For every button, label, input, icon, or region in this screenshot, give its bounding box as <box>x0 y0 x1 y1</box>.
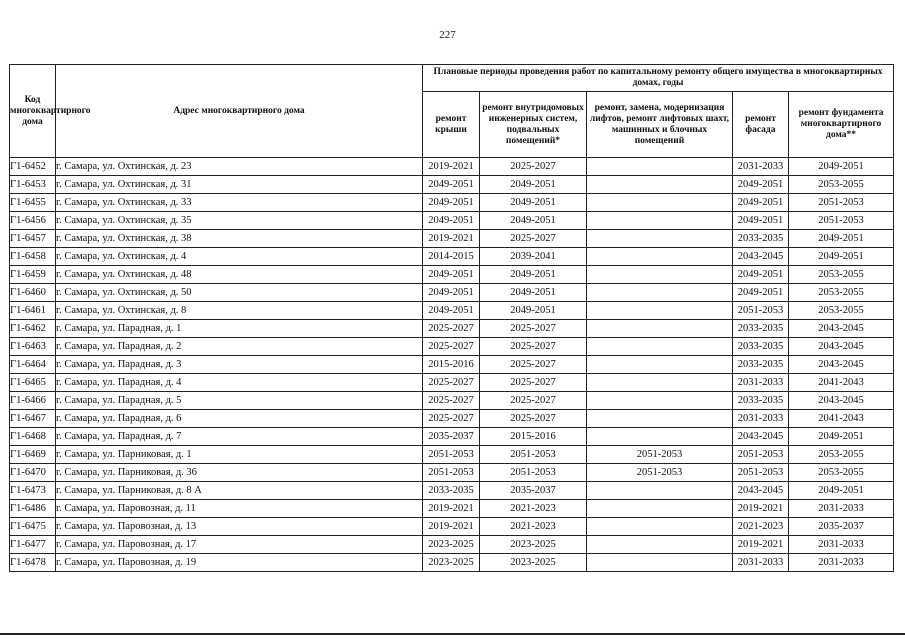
cell-foundation: 2041-2043 <box>789 410 894 428</box>
cell-code: Г1-6455 <box>10 194 56 212</box>
cell-code: Г1-6486 <box>10 500 56 518</box>
cell-elevators <box>587 194 733 212</box>
header-address: Адрес многоквартирного дома <box>56 65 423 158</box>
cell-address: г. Самара, ул. Парадная, д. 7 <box>56 428 423 446</box>
table-row <box>10 482 894 500</box>
header-foundation: ремонт фундамента многоквартирного дома** <box>789 92 894 158</box>
cell-foundation: 2053-2055 <box>789 302 894 320</box>
cell-systems: 2023-2025 <box>480 554 587 572</box>
cell-elevators <box>587 392 733 410</box>
cell-facade: 2021-2023 <box>733 518 789 536</box>
cell-address: г. Самара, ул. Паровозная, д. 13 <box>56 518 423 536</box>
cell-code: Г1-6453 <box>10 176 56 194</box>
cell-elevators <box>587 428 733 446</box>
cell-systems: 2025-2027 <box>480 374 587 392</box>
cell-facade: 2043-2045 <box>733 482 789 500</box>
cell-foundation: 2031-2033 <box>789 536 894 554</box>
cell-elevators: 2051-2053 <box>587 446 733 464</box>
cell-facade: 2033-2035 <box>733 356 789 374</box>
cell-elevators <box>587 284 733 302</box>
cell-address: г. Самара, ул. Паровозная, д. 19 <box>56 554 423 572</box>
cell-elevators <box>587 248 733 266</box>
cell-code: Г1-6461 <box>10 302 56 320</box>
cell-roof: 2019-2021 <box>423 158 480 176</box>
cell-facade: 2051-2053 <box>733 446 789 464</box>
cell-code: Г1-6457 <box>10 230 56 248</box>
cell-code: Г1-6467 <box>10 410 56 428</box>
cell-roof: 2023-2025 <box>423 554 480 572</box>
cell-systems: 2025-2027 <box>480 356 587 374</box>
table-row <box>10 518 894 536</box>
table-row <box>10 536 894 554</box>
cell-code: Г1-6465 <box>10 374 56 392</box>
cell-elevators <box>587 410 733 428</box>
cell-code: Г1-6464 <box>10 356 56 374</box>
cell-elevators <box>587 320 733 338</box>
cell-systems: 2049-2051 <box>480 176 587 194</box>
cell-elevators <box>587 176 733 194</box>
cell-roof: 2025-2027 <box>423 410 480 428</box>
table-row <box>10 392 894 410</box>
cell-elevators <box>587 554 733 572</box>
cell-code: Г1-6478 <box>10 554 56 572</box>
cell-systems: 2023-2025 <box>480 536 587 554</box>
table-row <box>10 176 894 194</box>
cell-foundation: 2031-2033 <box>789 554 894 572</box>
cell-elevators <box>587 500 733 518</box>
cell-foundation: 2049-2051 <box>789 482 894 500</box>
cell-elevators <box>587 536 733 554</box>
cell-roof: 2019-2021 <box>423 500 480 518</box>
cell-systems: 2025-2027 <box>480 392 587 410</box>
table-body <box>10 158 894 572</box>
header-roof: ремонт крыши <box>423 92 480 158</box>
cell-facade: 2043-2045 <box>733 428 789 446</box>
cell-systems: 2025-2027 <box>480 230 587 248</box>
cell-address: г. Самара, ул. Охтинская, д. 50 <box>56 284 423 302</box>
cell-systems: 2049-2051 <box>480 266 587 284</box>
cell-foundation: 2049-2051 <box>789 428 894 446</box>
cell-elevators <box>587 212 733 230</box>
cell-address: г. Самара, ул. Охтинская, д. 31 <box>56 176 423 194</box>
cell-address: г. Самара, ул. Парниковая, д. 1 <box>56 446 423 464</box>
cell-elevators <box>587 374 733 392</box>
cell-systems: 2021-2023 <box>480 518 587 536</box>
cell-roof: 2049-2051 <box>423 176 480 194</box>
cell-systems: 2015-2016 <box>480 428 587 446</box>
cell-address: г. Самара, ул. Парниковая, д. 36 <box>56 464 423 482</box>
header-code: Код многоквартирного дома <box>10 65 56 158</box>
cell-elevators: 2051-2053 <box>587 464 733 482</box>
cell-systems: 2039-2041 <box>480 248 587 266</box>
table-row <box>10 230 894 248</box>
cell-facade: 2049-2051 <box>733 194 789 212</box>
cell-roof: 2019-2021 <box>423 230 480 248</box>
cell-foundation: 2043-2045 <box>789 338 894 356</box>
cell-facade: 2031-2033 <box>733 410 789 428</box>
cell-roof: 2025-2027 <box>423 392 480 410</box>
capital-repair-table <box>9 64 894 572</box>
cell-address: г. Самара, ул. Парадная, д. 5 <box>56 392 423 410</box>
cell-facade: 2033-2035 <box>733 320 789 338</box>
cell-roof: 2019-2021 <box>423 518 480 536</box>
cell-elevators <box>587 266 733 284</box>
cell-foundation: 2049-2051 <box>789 230 894 248</box>
cell-address: г. Самара, ул. Охтинская, д. 38 <box>56 230 423 248</box>
cell-address: г. Самара, ул. Парниковая, д. 8 А <box>56 482 423 500</box>
cell-roof: 2049-2051 <box>423 212 480 230</box>
cell-systems: 2049-2051 <box>480 194 587 212</box>
table-row <box>10 500 894 518</box>
cell-address: г. Самара, ул. Парадная, д. 6 <box>56 410 423 428</box>
header-planned-periods: Плановые периоды проведения работ по капитальному ремонту общего имущества в многоквартирных домах, годы <box>423 65 894 92</box>
cell-foundation: 2043-2045 <box>789 320 894 338</box>
cell-roof: 2025-2027 <box>423 338 480 356</box>
cell-elevators <box>587 356 733 374</box>
cell-foundation: 2031-2033 <box>789 500 894 518</box>
cell-facade: 2031-2033 <box>733 554 789 572</box>
cell-roof: 2014-2015 <box>423 248 480 266</box>
cell-elevators <box>587 482 733 500</box>
cell-foundation: 2049-2051 <box>789 248 894 266</box>
cell-foundation: 2035-2037 <box>789 518 894 536</box>
cell-address: г. Самара, ул. Парадная, д. 1 <box>56 320 423 338</box>
table-row <box>10 212 894 230</box>
cell-roof: 2051-2053 <box>423 446 480 464</box>
cell-code: Г1-6466 <box>10 392 56 410</box>
cell-code: Г1-6458 <box>10 248 56 266</box>
cell-roof: 2049-2051 <box>423 266 480 284</box>
cell-foundation: 2053-2055 <box>789 446 894 464</box>
cell-address: г. Самара, ул. Парадная, д. 3 <box>56 356 423 374</box>
cell-foundation: 2041-2043 <box>789 374 894 392</box>
cell-facade: 2033-2035 <box>733 338 789 356</box>
cell-systems: 2035-2037 <box>480 482 587 500</box>
cell-elevators <box>587 338 733 356</box>
table-row <box>10 410 894 428</box>
cell-facade: 2019-2021 <box>733 536 789 554</box>
table-row <box>10 428 894 446</box>
header-elevators: ремонт, замена, модернизация лифтов, ремонт лифтовых шахт, машинных и блочных помещений <box>587 92 733 158</box>
cell-systems: 2051-2053 <box>480 464 587 482</box>
cell-roof: 2033-2035 <box>423 482 480 500</box>
cell-address: г. Самара, ул. Паровозная, д. 17 <box>56 536 423 554</box>
cell-roof: 2025-2027 <box>423 374 480 392</box>
table-row <box>10 158 894 176</box>
cell-address: г. Самара, ул. Охтинская, д. 35 <box>56 212 423 230</box>
cell-foundation: 2043-2045 <box>789 392 894 410</box>
table-row <box>10 320 894 338</box>
cell-foundation: 2053-2055 <box>789 176 894 194</box>
cell-systems: 2049-2051 <box>480 212 587 230</box>
cell-code: Г1-6477 <box>10 536 56 554</box>
cell-code: Г1-6452 <box>10 158 56 176</box>
cell-facade: 2051-2053 <box>733 464 789 482</box>
cell-systems: 2025-2027 <box>480 158 587 176</box>
cell-facade: 2049-2051 <box>733 284 789 302</box>
cell-address: г. Самара, ул. Охтинская, д. 23 <box>56 158 423 176</box>
cell-address: г. Самара, ул. Охтинская, д. 48 <box>56 266 423 284</box>
table-row <box>10 446 894 464</box>
cell-roof: 2051-2053 <box>423 464 480 482</box>
cell-foundation: 2053-2055 <box>789 464 894 482</box>
table-row <box>10 248 894 266</box>
cell-systems: 2021-2023 <box>480 500 587 518</box>
cell-roof: 2049-2051 <box>423 302 480 320</box>
table-row <box>10 266 894 284</box>
cell-systems: 2025-2027 <box>480 338 587 356</box>
cell-facade: 2033-2035 <box>733 392 789 410</box>
cell-systems: 2051-2053 <box>480 446 587 464</box>
table-row <box>10 194 894 212</box>
cell-code: Г1-6470 <box>10 464 56 482</box>
cell-elevators <box>587 158 733 176</box>
table-row <box>10 284 894 302</box>
cell-roof: 2015-2016 <box>423 356 480 374</box>
table-row <box>10 338 894 356</box>
cell-elevators <box>587 518 733 536</box>
cell-address: г. Самара, ул. Парадная, д. 4 <box>56 374 423 392</box>
cell-address: г. Самара, ул. Охтинская, д. 8 <box>56 302 423 320</box>
cell-facade: 2031-2033 <box>733 158 789 176</box>
cell-code: Г1-6475 <box>10 518 56 536</box>
cell-facade: 2051-2053 <box>733 302 789 320</box>
header-facade: ремонт фасада <box>733 92 789 158</box>
cell-facade: 2049-2051 <box>733 266 789 284</box>
cell-code: Г1-6460 <box>10 284 56 302</box>
cell-code: Г1-6469 <box>10 446 56 464</box>
cell-code: Г1-6456 <box>10 212 56 230</box>
cell-address: г. Самара, ул. Паровозная, д. 11 <box>56 500 423 518</box>
table-header <box>10 65 894 158</box>
table-row <box>10 356 894 374</box>
cell-facade: 2043-2045 <box>733 248 789 266</box>
cell-facade: 2049-2051 <box>733 176 789 194</box>
cell-code: Г1-6468 <box>10 428 56 446</box>
cell-facade: 2033-2035 <box>733 230 789 248</box>
cell-roof: 2035-2037 <box>423 428 480 446</box>
cell-facade: 2049-2051 <box>733 212 789 230</box>
table-row <box>10 554 894 572</box>
cell-foundation: 2043-2045 <box>789 356 894 374</box>
cell-elevators <box>587 230 733 248</box>
cell-foundation: 2049-2051 <box>789 158 894 176</box>
cell-systems: 2025-2027 <box>480 320 587 338</box>
cell-address: г. Самара, ул. Парадная, д. 2 <box>56 338 423 356</box>
cell-roof: 2023-2025 <box>423 536 480 554</box>
cell-roof: 2049-2051 <box>423 284 480 302</box>
cell-foundation: 2051-2053 <box>789 194 894 212</box>
cell-facade: 2031-2033 <box>733 374 789 392</box>
cell-address: г. Самара, ул. Охтинская, д. 33 <box>56 194 423 212</box>
table-row <box>10 302 894 320</box>
cell-code: Г1-6473 <box>10 482 56 500</box>
cell-address: г. Самара, ул. Охтинская, д. 4 <box>56 248 423 266</box>
cell-roof: 2025-2027 <box>423 320 480 338</box>
table-row <box>10 374 894 392</box>
cell-code: Г1-6462 <box>10 320 56 338</box>
cell-systems: 2025-2027 <box>480 410 587 428</box>
cell-systems: 2049-2051 <box>480 302 587 320</box>
cell-code: Г1-6463 <box>10 338 56 356</box>
page-number: 227 <box>439 29 456 41</box>
cell-foundation: 2053-2055 <box>789 266 894 284</box>
cell-facade: 2019-2021 <box>733 500 789 518</box>
table-row <box>10 464 894 482</box>
cell-code: Г1-6459 <box>10 266 56 284</box>
cell-elevators <box>587 302 733 320</box>
header-systems: ремонт внутридомовых инженерных систем, подвальных помещений* <box>480 92 587 158</box>
cell-systems: 2049-2051 <box>480 284 587 302</box>
bottom-rule <box>0 633 905 635</box>
cell-roof: 2049-2051 <box>423 194 480 212</box>
cell-foundation: 2051-2053 <box>789 212 894 230</box>
cell-foundation: 2053-2055 <box>789 284 894 302</box>
